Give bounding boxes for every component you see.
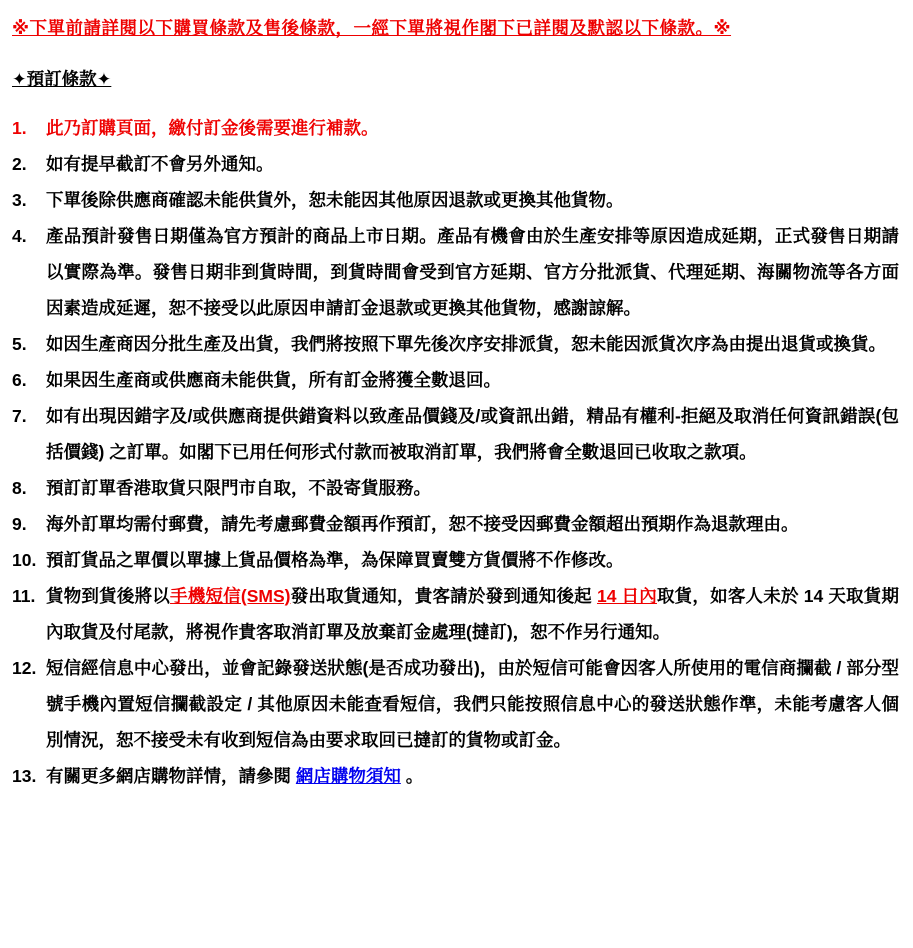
term-text-segment: 有關更多網店購物詳情，請參閱 [46, 766, 296, 786]
term-number: 11. [12, 586, 36, 606]
term-text: 如果因生產商或供應商未能供貨，所有訂金將獲全數退回。 [46, 370, 501, 390]
term-number: 6. [12, 370, 27, 390]
term-number: 4. [12, 226, 27, 246]
term-number: 1. [12, 118, 27, 138]
term-item-5 [12, 326, 899, 362]
term-text [46, 758, 899, 794]
term-text: 海外訂單均需付郵費，請先考慮郵費金額再作預訂，恕不接受因郵費金額超出預期作為退款理由。 [46, 514, 799, 534]
term-text: 預訂貨品之單價以單據上貨品價格為準，為保障買賣雙方貨價將不作修改。 [46, 550, 624, 570]
term-number: 13. [12, 766, 37, 786]
pickup-deadline-highlight: 14 日內 [596, 586, 657, 606]
term-text: 如因生產商因分批生產及出貨，我們將按照下單先後次序安排派貨，恕未能因派貨次序為由提出退貨或換貨。 [46, 334, 886, 354]
term-item-1 [12, 110, 899, 146]
term-number: 12. [12, 658, 37, 678]
term-number: 10. [12, 550, 37, 570]
term-text: 如有提早截訂不會另外通知。 [46, 154, 274, 174]
term-item-3 [12, 182, 899, 218]
term-text: 短信經信息中心發出，並會記錄發送狀態(是否成功發出)，由於短信可能會因客人所使用的電信商攔截 / 部分型號手機內置短信攔截設定 / 其他原因未能查看短信，我們只能按照信息中心的發送狀態作準，未能考慮客人個別情況，恕不接受未有收到短信為由要求取回已撻訂的貨物或訂金。 [46, 658, 899, 750]
term-number: 8. [12, 478, 27, 498]
term-text: 預訂訂單香港取貨只限門市自取，不設寄貨服務。 [46, 478, 431, 498]
section-title-preorder-terms: ✦預訂條款✦ [12, 69, 112, 89]
term-item-8 [12, 470, 899, 506]
term-item-6 [12, 362, 899, 398]
term-item-13 [12, 758, 899, 794]
term-text: 此乃訂購頁面，繳付訂金後需要進行補款。 [46, 118, 379, 138]
purchase-notice-heading: ※下單前請詳閱以下購買條款及售後條款，一經下單將視作閣下已詳閱及默認以下條款。※ [12, 18, 732, 38]
term-item-10 [12, 542, 899, 578]
term-number: 3. [12, 190, 27, 210]
term-item-2 [12, 146, 899, 182]
term-item-7 [12, 398, 899, 470]
term-item-11 [12, 578, 899, 650]
term-number: 9. [12, 514, 27, 534]
term-number: 2. [12, 154, 27, 174]
term-number: 7. [12, 406, 27, 426]
term-text: 下單後除供應商確認未能供貨外，恕未能因其他原因退款或更換其他貨物。 [46, 190, 624, 210]
term-text-segment: 發出取貨通知，貴客請於發到通知後起 [290, 586, 597, 606]
term-text-segment: 。 [400, 766, 424, 786]
term-text-segment: 貨物到貨後將以 [46, 586, 171, 606]
terms-list [12, 110, 899, 794]
term-text [46, 578, 899, 650]
term-number: 5. [12, 334, 27, 354]
term-item-12 [12, 650, 899, 758]
term-item-9 [12, 506, 899, 542]
term-text: 如有出現因錯字及/或供應商提供錯資料以致產品價錢及/或資訊出錯，精品有權利-拒絕及取消任何資訊錯誤(包括價錢) 之訂單。如閣下已用任何形式付款而被取消訂單，我們將會全數退回已收取之款項。 [46, 406, 899, 462]
term-text: 產品預計發售日期僅為官方預計的商品上市日期。產品有機會由於生產安排等原因造成延期，正式發售日期請以實際為準。發售日期非到貨時間，到貨時間會受到官方延期、官方分批派貨、代理延期、海關物流等各方面因素造成延遲，恕不接受以此原因申請訂金退款或更換其他貨物，感謝諒解。 [46, 226, 899, 318]
store-shopping-notes-link[interactable]: 網店購物須知 [295, 766, 401, 786]
term-text-segment: 取貨，如客人未於 14 天取貨期內取貨及付尾款，將視作貴客取消訂單及放棄訂金處理(撻訂)，恕不作另行通知。 [46, 586, 899, 642]
sms-notice-highlight: 手機短信(SMS) [170, 586, 291, 606]
term-item-4 [12, 218, 899, 326]
